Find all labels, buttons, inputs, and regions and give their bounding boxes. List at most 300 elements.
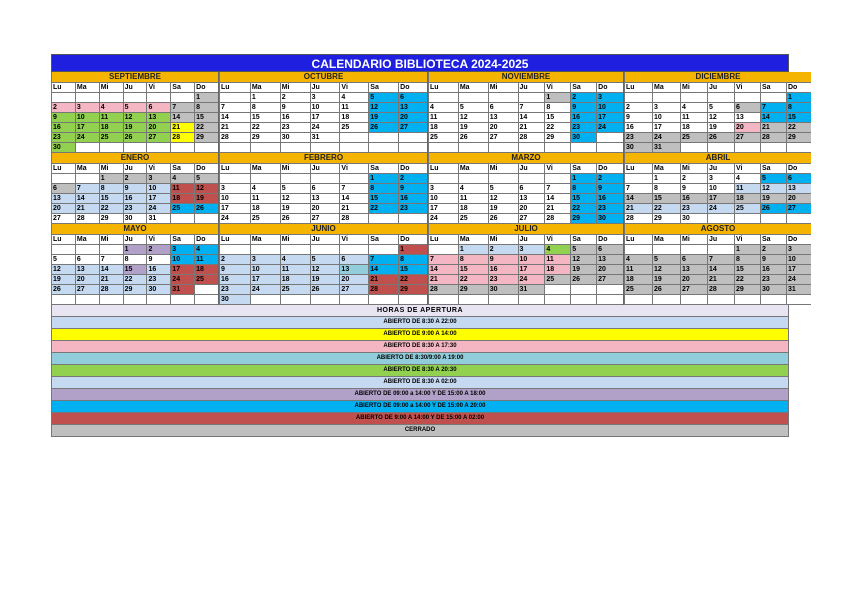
weekday-label: Ju: [518, 164, 545, 174]
weekday-label: Ju: [518, 83, 545, 93]
day-cell: 29: [99, 214, 123, 224]
weekday-label: Mi: [99, 83, 123, 93]
day-cell: 20: [734, 123, 760, 133]
day-cell: 8: [250, 103, 280, 113]
day-cell: 25: [428, 133, 458, 143]
day-cell: 24: [170, 275, 194, 285]
day-cell: 3: [310, 93, 340, 103]
day-cell: 26: [123, 133, 147, 143]
day-cell: 30: [51, 143, 75, 153]
weekday-label: Ma: [652, 235, 680, 245]
day-cell: 20: [786, 194, 811, 204]
month-name: ENERO: [51, 153, 218, 164]
weekday-label: Lu: [624, 83, 652, 93]
weekday-label: Vi: [544, 83, 570, 93]
day-cell: 26: [280, 214, 310, 224]
empty-day-cell: [99, 245, 123, 255]
weekday-header-row: [428, 83, 623, 93]
day-cell: 27: [734, 133, 760, 143]
weekday-label: Do: [786, 235, 811, 245]
day-cell: 5: [194, 174, 218, 184]
week-row: [51, 265, 218, 275]
day-cell: 26: [368, 123, 398, 133]
day-cell: 1: [194, 93, 218, 103]
empty-day-cell: [51, 174, 75, 184]
week-row: [219, 174, 427, 184]
legend-title: HORAS DE APERTURA: [51, 305, 789, 317]
day-cell: 15: [99, 194, 123, 204]
day-cell: 29: [194, 133, 218, 143]
day-cell: 6: [146, 103, 170, 113]
day-cell: 22: [734, 275, 760, 285]
day-cell: 27: [596, 275, 623, 285]
month-diciembre: [624, 72, 811, 153]
day-cell: 24: [652, 133, 680, 143]
empty-day-cell: [570, 295, 596, 305]
day-cell: 6: [339, 255, 368, 265]
day-cell: 19: [760, 194, 786, 204]
day-cell: 3: [652, 103, 680, 113]
empty-day-cell: [99, 93, 123, 103]
day-cell: 8: [734, 255, 760, 265]
day-cell: 15: [734, 265, 760, 275]
day-cell: 7: [99, 255, 123, 265]
empty-day-cell: [310, 245, 340, 255]
day-cell: 3: [786, 245, 811, 255]
day-cell: 27: [75, 285, 99, 295]
day-cell: 4: [99, 103, 123, 113]
weekday-header-row: [51, 164, 218, 174]
day-cell: 14: [707, 265, 734, 275]
day-cell: 4: [734, 174, 760, 184]
week-row: [219, 143, 427, 153]
weekday-label: Vi: [146, 235, 170, 245]
empty-day-cell: [734, 214, 760, 224]
day-cell: 6: [786, 174, 811, 184]
day-cell: 30: [146, 285, 170, 295]
weekday-label: Vi: [734, 83, 760, 93]
week-row: [51, 214, 218, 224]
empty-day-cell: [51, 295, 75, 305]
week-row: [624, 295, 811, 305]
day-cell: 30: [570, 133, 596, 143]
weekday-label: Mi: [280, 235, 310, 245]
day-cell: 27: [339, 285, 368, 295]
month-name: FEBRERO: [219, 153, 427, 164]
day-cell: 24: [428, 214, 458, 224]
day-cell: 17: [75, 123, 99, 133]
weekday-label: Ju: [123, 235, 147, 245]
weekday-label: Vi: [339, 235, 368, 245]
day-cell: 12: [760, 184, 786, 194]
weekday-label: Mi: [99, 235, 123, 245]
day-cell: 5: [368, 93, 398, 103]
legend-item: ABIERTO DE 9:00 A 14:00 Y DE 15:00 A 02:00: [51, 413, 789, 425]
day-cell: 16: [398, 194, 427, 204]
day-cell: 23: [123, 204, 147, 214]
day-cell: 1: [123, 245, 147, 255]
day-cell: 18: [428, 123, 458, 133]
day-cell: 21: [544, 204, 570, 214]
day-cell: 14: [518, 113, 545, 123]
day-cell: 3: [75, 103, 99, 113]
week-row: [428, 103, 623, 113]
weekday-label: Sa: [170, 235, 194, 245]
weekday-label: Ma: [458, 235, 488, 245]
day-cell: 14: [760, 113, 786, 123]
day-cell: 20: [75, 275, 99, 285]
week-row: [624, 204, 811, 214]
day-cell: 26: [760, 204, 786, 214]
day-cell: 13: [146, 113, 170, 123]
empty-day-cell: [488, 143, 518, 153]
empty-day-cell: [786, 214, 811, 224]
day-cell: 30: [680, 214, 707, 224]
empty-day-cell: [734, 93, 760, 103]
day-cell: 3: [596, 93, 623, 103]
day-cell: 24: [707, 204, 734, 214]
day-cell: 30: [596, 214, 623, 224]
month-name: NOVIEMBRE: [428, 72, 623, 83]
empty-day-cell: [250, 245, 280, 255]
empty-day-cell: [518, 295, 545, 305]
day-cell: 25: [734, 204, 760, 214]
weekday-label: Sa: [570, 164, 596, 174]
weekday-label: Do: [194, 83, 218, 93]
day-cell: 22: [368, 204, 398, 214]
empty-day-cell: [428, 143, 458, 153]
weekday-header-row: [428, 164, 623, 174]
day-cell: 16: [488, 265, 518, 275]
day-cell: 9: [146, 255, 170, 265]
empty-day-cell: [75, 295, 99, 305]
day-cell: 11: [624, 265, 652, 275]
day-cell: 7: [219, 103, 250, 113]
day-cell: 18: [339, 113, 368, 123]
empty-day-cell: [194, 295, 218, 305]
day-cell: 14: [368, 265, 398, 275]
day-cell: 19: [194, 194, 218, 204]
empty-day-cell: [458, 93, 488, 103]
empty-day-cell: [428, 245, 458, 255]
week-row: [428, 194, 623, 204]
day-cell: 11: [250, 194, 280, 204]
empty-day-cell: [123, 143, 147, 153]
week-row: [219, 255, 427, 265]
weekday-header-row: [219, 83, 427, 93]
week-row: [219, 194, 427, 204]
day-cell: 16: [219, 275, 250, 285]
month-name: AGOSTO: [624, 224, 811, 235]
day-cell: 17: [707, 194, 734, 204]
day-cell: 2: [398, 174, 427, 184]
day-cell: 29: [123, 285, 147, 295]
month-name: ABRIL: [624, 153, 811, 164]
day-cell: 23: [51, 133, 75, 143]
day-cell: 30: [760, 285, 786, 295]
weekday-label: Do: [786, 83, 811, 93]
week-row: [51, 255, 218, 265]
day-cell: 13: [596, 255, 623, 265]
day-cell: 28: [760, 133, 786, 143]
month-name: SEPTIEMBRE: [51, 72, 218, 83]
day-cell: 22: [398, 275, 427, 285]
weekday-label: Sa: [570, 83, 596, 93]
day-cell: 14: [428, 265, 458, 275]
day-cell: 6: [680, 255, 707, 265]
day-cell: 27: [398, 123, 427, 133]
month-agosto: [624, 224, 811, 305]
day-cell: 29: [786, 133, 811, 143]
day-cell: 11: [734, 184, 760, 194]
empty-day-cell: [170, 143, 194, 153]
week-row: [624, 285, 811, 295]
day-cell: 30: [219, 295, 250, 305]
empty-day-cell: [596, 133, 623, 143]
weekday-label: Ma: [652, 164, 680, 174]
day-cell: 12: [123, 113, 147, 123]
weekday-label: Ma: [652, 83, 680, 93]
weekday-label: Mi: [488, 83, 518, 93]
day-cell: 20: [596, 265, 623, 275]
day-cell: 9: [123, 184, 147, 194]
weekday-label: Sa: [760, 83, 786, 93]
weekday-label: Do: [398, 83, 427, 93]
week-row: [219, 275, 427, 285]
week-row: [51, 133, 218, 143]
day-cell: 31: [786, 285, 811, 295]
empty-day-cell: [760, 295, 786, 305]
weekday-label: Lu: [428, 164, 458, 174]
day-cell: 15: [652, 194, 680, 204]
day-cell: 11: [99, 113, 123, 123]
weekday-label: Vi: [544, 235, 570, 245]
empty-day-cell: [570, 285, 596, 295]
weekday-label: Lu: [51, 164, 75, 174]
weekday-label: Ju: [310, 235, 340, 245]
weekday-label: Ju: [123, 164, 147, 174]
day-cell: 18: [624, 275, 652, 285]
empty-day-cell: [398, 214, 427, 224]
day-cell: 25: [680, 133, 707, 143]
day-cell: 26: [51, 285, 75, 295]
day-cell: 6: [596, 245, 623, 255]
week-row: [219, 204, 427, 214]
weekday-label: Ju: [707, 235, 734, 245]
legend-item: ABIERTO DE 09:00 a 14:00 Y DE 15:00 A 20:00: [51, 401, 789, 413]
day-cell: 31: [146, 214, 170, 224]
day-cell: 5: [760, 174, 786, 184]
day-cell: 8: [99, 184, 123, 194]
empty-day-cell: [624, 295, 652, 305]
week-row: [51, 113, 218, 123]
day-cell: 28: [707, 285, 734, 295]
day-cell: 10: [596, 103, 623, 113]
week-row: [428, 265, 623, 275]
empty-day-cell: [398, 133, 427, 143]
month-enero: [51, 153, 219, 224]
day-cell: 9: [488, 255, 518, 265]
day-cell: 21: [368, 275, 398, 285]
day-cell: 8: [398, 255, 427, 265]
weekday-label: Ma: [250, 83, 280, 93]
day-cell: 25: [250, 214, 280, 224]
day-cell: 12: [368, 103, 398, 113]
day-cell: 20: [310, 204, 340, 214]
week-row: [219, 103, 427, 113]
day-cell: 4: [339, 93, 368, 103]
day-cell: 28: [624, 214, 652, 224]
day-cell: 14: [170, 113, 194, 123]
day-cell: 11: [194, 255, 218, 265]
day-cell: 7: [339, 184, 368, 194]
day-cell: 23: [760, 275, 786, 285]
day-cell: 5: [280, 184, 310, 194]
day-cell: 24: [219, 214, 250, 224]
empty-day-cell: [170, 93, 194, 103]
weekday-header-row: [624, 83, 811, 93]
day-cell: 12: [570, 255, 596, 265]
day-cell: 6: [51, 184, 75, 194]
day-cell: 16: [624, 123, 652, 133]
empty-day-cell: [707, 245, 734, 255]
weekday-label: Ju: [707, 164, 734, 174]
day-cell: 3: [428, 184, 458, 194]
weekday-label: Mi: [280, 83, 310, 93]
day-cell: 25: [624, 285, 652, 295]
day-cell: 9: [51, 113, 75, 123]
day-cell: 17: [428, 204, 458, 214]
day-cell: 18: [170, 194, 194, 204]
empty-day-cell: [734, 295, 760, 305]
day-cell: 30: [280, 133, 310, 143]
week-row: [428, 204, 623, 214]
month-abril: [624, 153, 811, 224]
month-name: DICIEMBRE: [624, 72, 811, 83]
week-row: [624, 123, 811, 133]
day-cell: 23: [624, 133, 652, 143]
day-cell: 5: [707, 103, 734, 113]
week-row: [428, 255, 623, 265]
empty-day-cell: [707, 143, 734, 153]
day-cell: 11: [428, 113, 458, 123]
day-cell: 30: [488, 285, 518, 295]
day-cell: 9: [570, 103, 596, 113]
day-cell: 6: [488, 103, 518, 113]
week-row: [219, 295, 427, 305]
day-cell: 19: [368, 113, 398, 123]
day-cell: 5: [310, 255, 340, 265]
library-calendar: [51, 54, 798, 437]
week-row: [428, 295, 623, 305]
day-cell: 27: [680, 285, 707, 295]
week-row: [624, 143, 811, 153]
weekday-label: Sa: [170, 164, 194, 174]
month-noviembre: [428, 72, 624, 153]
weekday-label: Lu: [624, 235, 652, 245]
day-cell: 17: [786, 265, 811, 275]
week-row: [428, 143, 623, 153]
day-cell: 9: [219, 265, 250, 275]
day-cell: 14: [544, 194, 570, 204]
day-cell: 27: [786, 204, 811, 214]
day-cell: 19: [488, 204, 518, 214]
day-cell: 12: [194, 184, 218, 194]
day-cell: 16: [280, 113, 310, 123]
weekday-label: Mi: [280, 164, 310, 174]
day-cell: 16: [680, 194, 707, 204]
week-row: [51, 143, 218, 153]
weekday-label: Ju: [123, 83, 147, 93]
weekday-header-row: [219, 164, 427, 174]
day-cell: 13: [310, 194, 340, 204]
weekday-label: Sa: [760, 235, 786, 245]
day-cell: 8: [652, 184, 680, 194]
month-mayo: [51, 224, 219, 305]
day-cell: 14: [99, 265, 123, 275]
empty-day-cell: [624, 245, 652, 255]
empty-day-cell: [310, 295, 340, 305]
day-cell: 22: [544, 123, 570, 133]
empty-day-cell: [250, 174, 280, 184]
day-cell: 1: [458, 245, 488, 255]
empty-day-cell: [652, 295, 680, 305]
day-cell: 10: [250, 265, 280, 275]
day-cell: 17: [596, 113, 623, 123]
weekday-header-row: [428, 235, 623, 245]
empty-day-cell: [339, 295, 368, 305]
day-cell: 17: [518, 265, 545, 275]
empty-day-cell: [219, 174, 250, 184]
day-cell: 16: [596, 194, 623, 204]
legend-item: CERRADO: [51, 425, 789, 437]
empty-day-cell: [75, 143, 99, 153]
empty-day-cell: [458, 295, 488, 305]
day-cell: 18: [680, 123, 707, 133]
week-row: [624, 194, 811, 204]
week-row: [624, 275, 811, 285]
week-row: [624, 245, 811, 255]
day-cell: 27: [51, 214, 75, 224]
weekday-label: Ju: [707, 83, 734, 93]
day-cell: 19: [570, 265, 596, 275]
day-cell: 19: [707, 123, 734, 133]
day-cell: 6: [310, 184, 340, 194]
day-cell: 21: [75, 204, 99, 214]
day-cell: 14: [624, 194, 652, 204]
day-cell: 4: [280, 255, 310, 265]
day-cell: 28: [518, 133, 545, 143]
day-cell: 1: [652, 174, 680, 184]
day-cell: 8: [786, 103, 811, 113]
day-cell: 2: [680, 174, 707, 184]
weekday-header-row: [219, 235, 427, 245]
day-cell: 20: [146, 123, 170, 133]
day-cell: 17: [146, 194, 170, 204]
day-cell: 20: [51, 204, 75, 214]
day-cell: 26: [310, 285, 340, 295]
week-row: [219, 184, 427, 194]
legend-item: ABIERTO DE 8:30 A 02:00: [51, 377, 789, 389]
week-row: [51, 174, 218, 184]
weekday-label: Vi: [734, 235, 760, 245]
empty-day-cell: [250, 143, 280, 153]
weekday-label: Ma: [75, 164, 99, 174]
week-row: [51, 285, 218, 295]
weekday-label: Sa: [368, 164, 398, 174]
week-row: [51, 93, 218, 103]
day-cell: 7: [544, 184, 570, 194]
